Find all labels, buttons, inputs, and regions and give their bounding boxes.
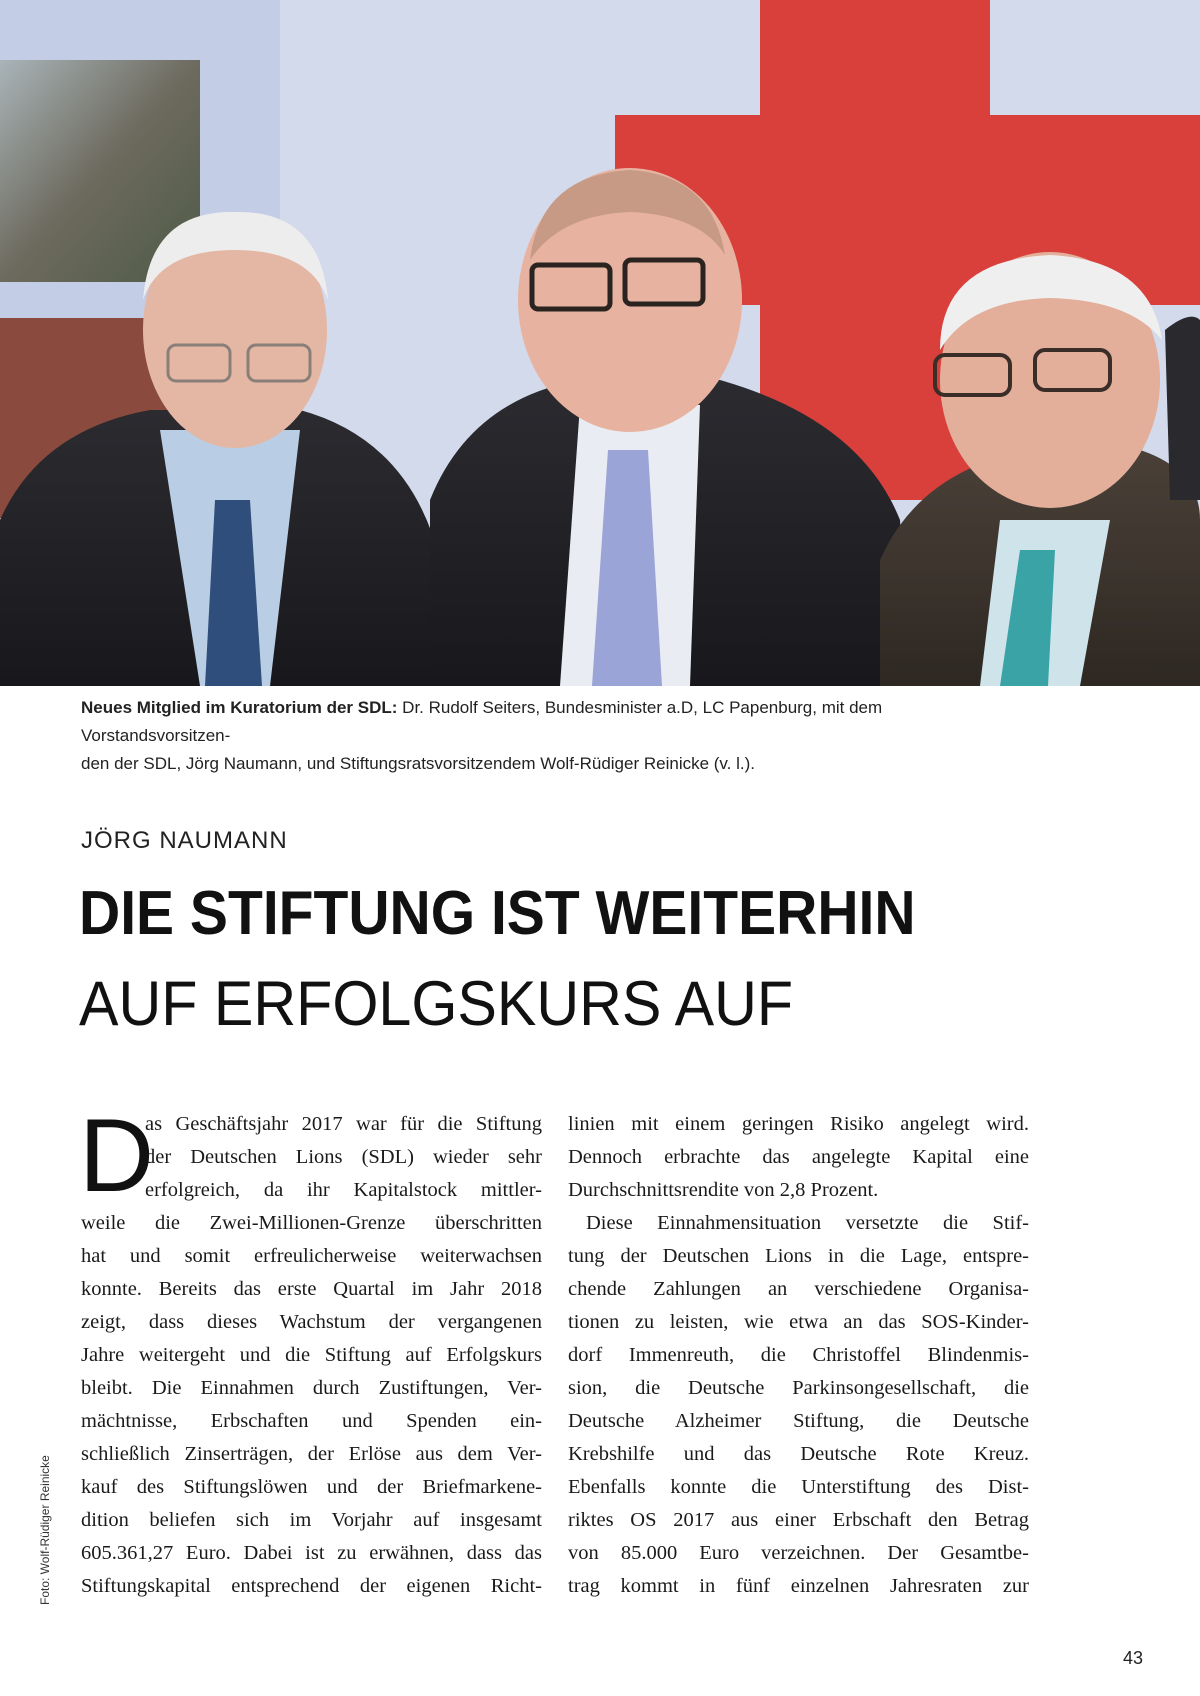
body-line: von 85.000 Euro verzeichnen. Der Gesamtbe- (568, 1542, 1029, 1564)
article-column-left (79, 1098, 542, 1603)
body-line: dorf Immenreuth, die Christoffel Blindenmis- (568, 1344, 1029, 1366)
body-line: dition beliefen sich im Vorjahr auf insgesamt (81, 1509, 542, 1531)
body-line: Stiftungskapital entsprechend der eigenen Richt- (81, 1575, 542, 1597)
body-line: zeigt, dass dieses Wachstum der vergangenen (81, 1311, 542, 1333)
body-line: trag kommt in fünf einzelnen Jahresraten zur (568, 1575, 1029, 1597)
body-line: tionen zu leisten, wie etwa an das SOS-Kinder- (568, 1311, 1029, 1333)
body-line: Jahre weitergeht und die Stiftung auf Erfolgskurs (81, 1344, 542, 1366)
photo-credit: Foto: Wolf-Rüdiger Reinicke (38, 1455, 52, 1605)
body-line: schließlich Zinserträgen, der Erlöse aus dem Ver- (81, 1443, 542, 1465)
drop-cap: D (79, 1098, 155, 1214)
body-line: Deutsche Alzheimer Stiftung, die Deutsche (568, 1410, 1029, 1432)
body-line: Krebshilfe und das Deutsche Rote Kreuz. (568, 1443, 1029, 1465)
body-line: erfolgreich, da ihr Kapitalstock mittler- (145, 1179, 542, 1201)
body-line: hat und somit erfreulicherweise weiterwachsen (81, 1245, 542, 1267)
body-line: as Geschäftsjahr 2017 war für die Stiftung (145, 1113, 542, 1135)
caption-text-1: Dr. Rudolf Seiters, Bundesminister a.D, LC Papenburg, mit dem Vorstandsvorsitzen- (81, 698, 883, 745)
body-line: Ebenfalls konnte die Unterstiftung des Dist- (568, 1476, 1029, 1498)
caption-line-2: den der SDL, Jörg Naumann, und Stiftungsratsvorsitzendem Wolf-Rüdiger Reinicke (v. l.). (81, 754, 755, 773)
author-name: JÖRG NAUMANN (81, 827, 288, 854)
caption-lead: Neues Mitglied im Kuratorium der SDL: (81, 698, 398, 717)
body-line: der Deutschen Lions (SDL) wieder sehr (145, 1146, 542, 1168)
body-line: linien mit einem geringen Risiko angelegt wird. (568, 1113, 1029, 1135)
page-number: 43 (1123, 1648, 1144, 1668)
body-line: mächtnisse, Erbschaften und Spenden ein- (81, 1410, 542, 1432)
body-line: Diese Einnahmensituation versetzte die Stif- (586, 1212, 1029, 1234)
body-line: bleibt. Die Einnahmen durch Zustiftungen, Ver- (81, 1377, 542, 1399)
article-column-right (568, 1108, 1029, 1603)
body-line: konnte. Bereits das erste Quartal im Jahr 2018 (81, 1278, 542, 1300)
body-line: Dennoch erbrachte das angelegte Kapital eine (568, 1146, 1029, 1168)
body-line: kauf des Stiftungslöwen und der Briefmarkene- (81, 1476, 542, 1498)
photo-illustration (0, 0, 1200, 686)
body-line: weile die Zwei-Millionen-Grenze überschritten (81, 1212, 542, 1234)
body-line: chende Zahlungen an verschiedene Organisa- (568, 1278, 1029, 1300)
body-line: riktes OS 2017 aus einer Erbschaft den Betrag (568, 1509, 1029, 1531)
body-line: 605.361,27 Euro. Dabei ist zu erwähnen, dass das (81, 1542, 542, 1564)
headline-line-2: AUF ERFOLGSKURS AUF (79, 969, 794, 1039)
body-line: sion, die Deutsche Parkinsongesellschaft, die (568, 1377, 1029, 1399)
body-line: Durchschnittsrendite von 2,8 Prozent. (568, 1179, 879, 1201)
header-photo (0, 0, 1200, 686)
headline-line-1: DIE STIFTUNG IST WEITERHIN (79, 879, 916, 948)
caption-line-1 (81, 694, 1031, 750)
body-line: tung der Deutschen Lions in die Lage, entspre- (568, 1245, 1029, 1267)
photo-caption (81, 694, 1031, 778)
